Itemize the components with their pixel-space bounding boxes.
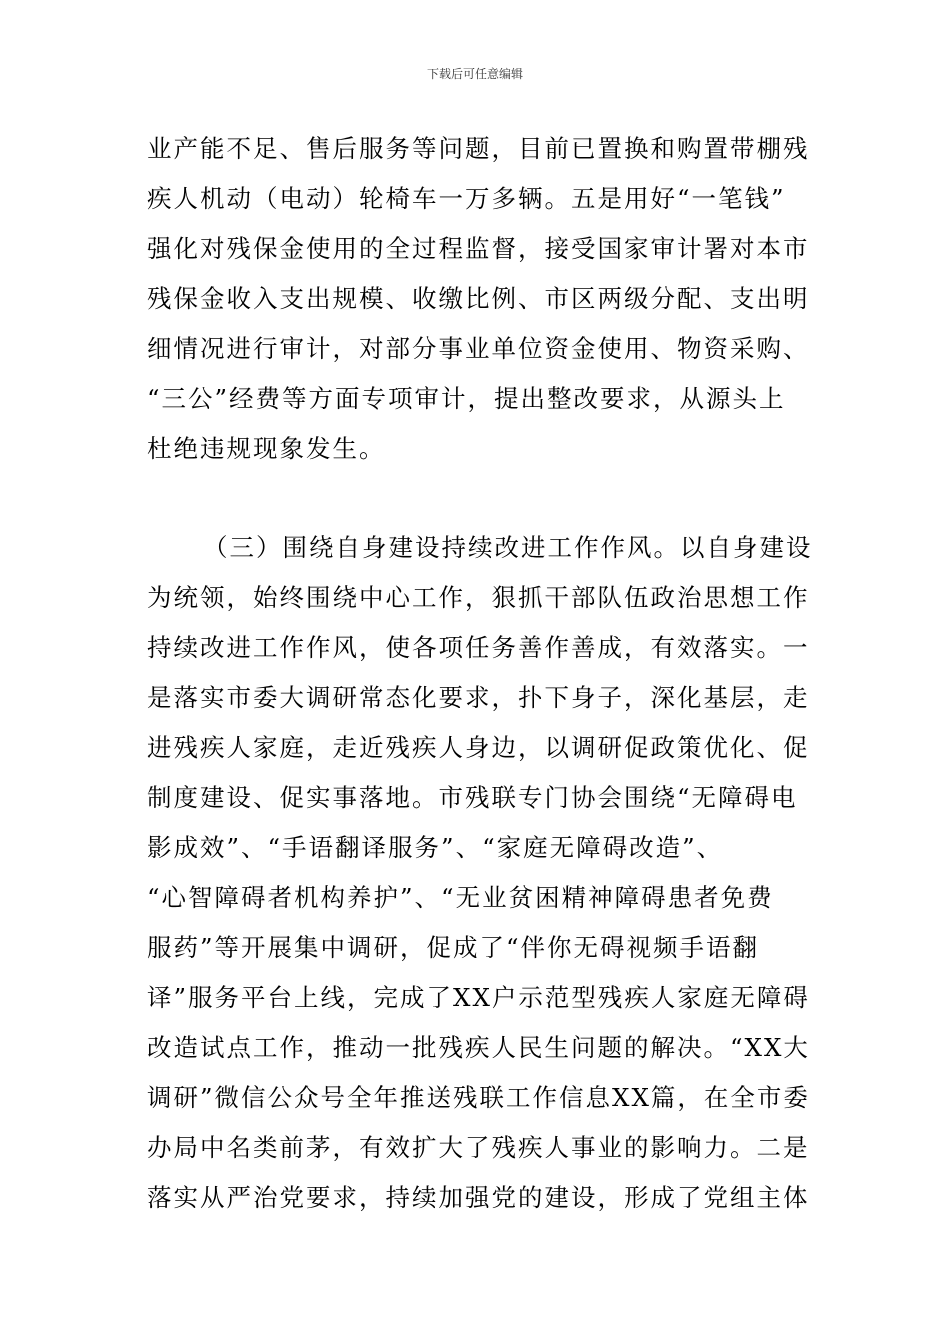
text-line: 业产能不足、售后服务等问题，目前已置换和购置带棚残	[147, 134, 810, 163]
text-line: 是落实市委大调研常态化要求，扑下身子，深化基层，走	[147, 683, 810, 712]
text-line: “三公”经费等方面专项审计，提出整改要求，从源头上	[147, 384, 786, 413]
text-line-indented: （三）围绕自身建设持续改进工作作风。以自身建设	[203, 533, 813, 562]
text-line: 细情况进行审计，对部分事业单位资金使用、物资采购、	[147, 334, 810, 363]
text-line: 强化对残保金使用的全过程监督，接受国家审计署对本市	[147, 234, 810, 263]
page-header: 下载后可任意编辑	[426, 67, 523, 81]
text-line: 译”服务平台上线，完成了XX户示范型残疾人家庭无障碍	[147, 983, 810, 1012]
text-line: 残保金收入支出规模、收缴比例、市区两级分配、支出明	[147, 284, 810, 313]
text-line: 办局中名类前茅，有效扩大了残疾人事业的影响力。二是	[147, 1133, 810, 1162]
text-line: 杜绝违规现象发生。	[147, 434, 386, 463]
text-line: 改造试点工作，推动一批残疾人民生问题的解决。“XX大	[147, 1033, 810, 1062]
paragraph-1	[147, 124, 813, 474]
text-line: 持续改进工作作风，使各项任务善作善成，有效落实。一	[147, 633, 810, 662]
text-line: 疾人机动（电动）轮椅车一万多辆。五是用好“一笔钱”	[147, 184, 786, 213]
text-line: 为统领，始终围绕中心工作，狠抓干部队伍政治思想工作	[147, 583, 810, 612]
text-line: 制度建设、促实事落地。市残联专门协会围绕“无障碍电	[147, 783, 798, 812]
paragraph-2	[147, 523, 813, 1223]
text-line: 进残疾人家庭，走近残疾人身边，以调研促政策优化、促	[147, 733, 810, 762]
text-line: 调研”微信公众号全年推送残联工作信息XX篇，在全市委	[147, 1083, 810, 1112]
text-line: “心智障碍者机构养护”、“无业贫困精神障碍患者免费	[147, 883, 774, 912]
text-line: 服药”等开展集中调研，促成了“伴你无碍视频手语翻	[147, 933, 760, 962]
text-line: 影成效”、“手语翻译服务”、“家庭无障碍改造”、	[147, 833, 724, 862]
text-line: 落实从严治党要求，持续加强党的建设，形成了党组主体	[147, 1183, 810, 1212]
